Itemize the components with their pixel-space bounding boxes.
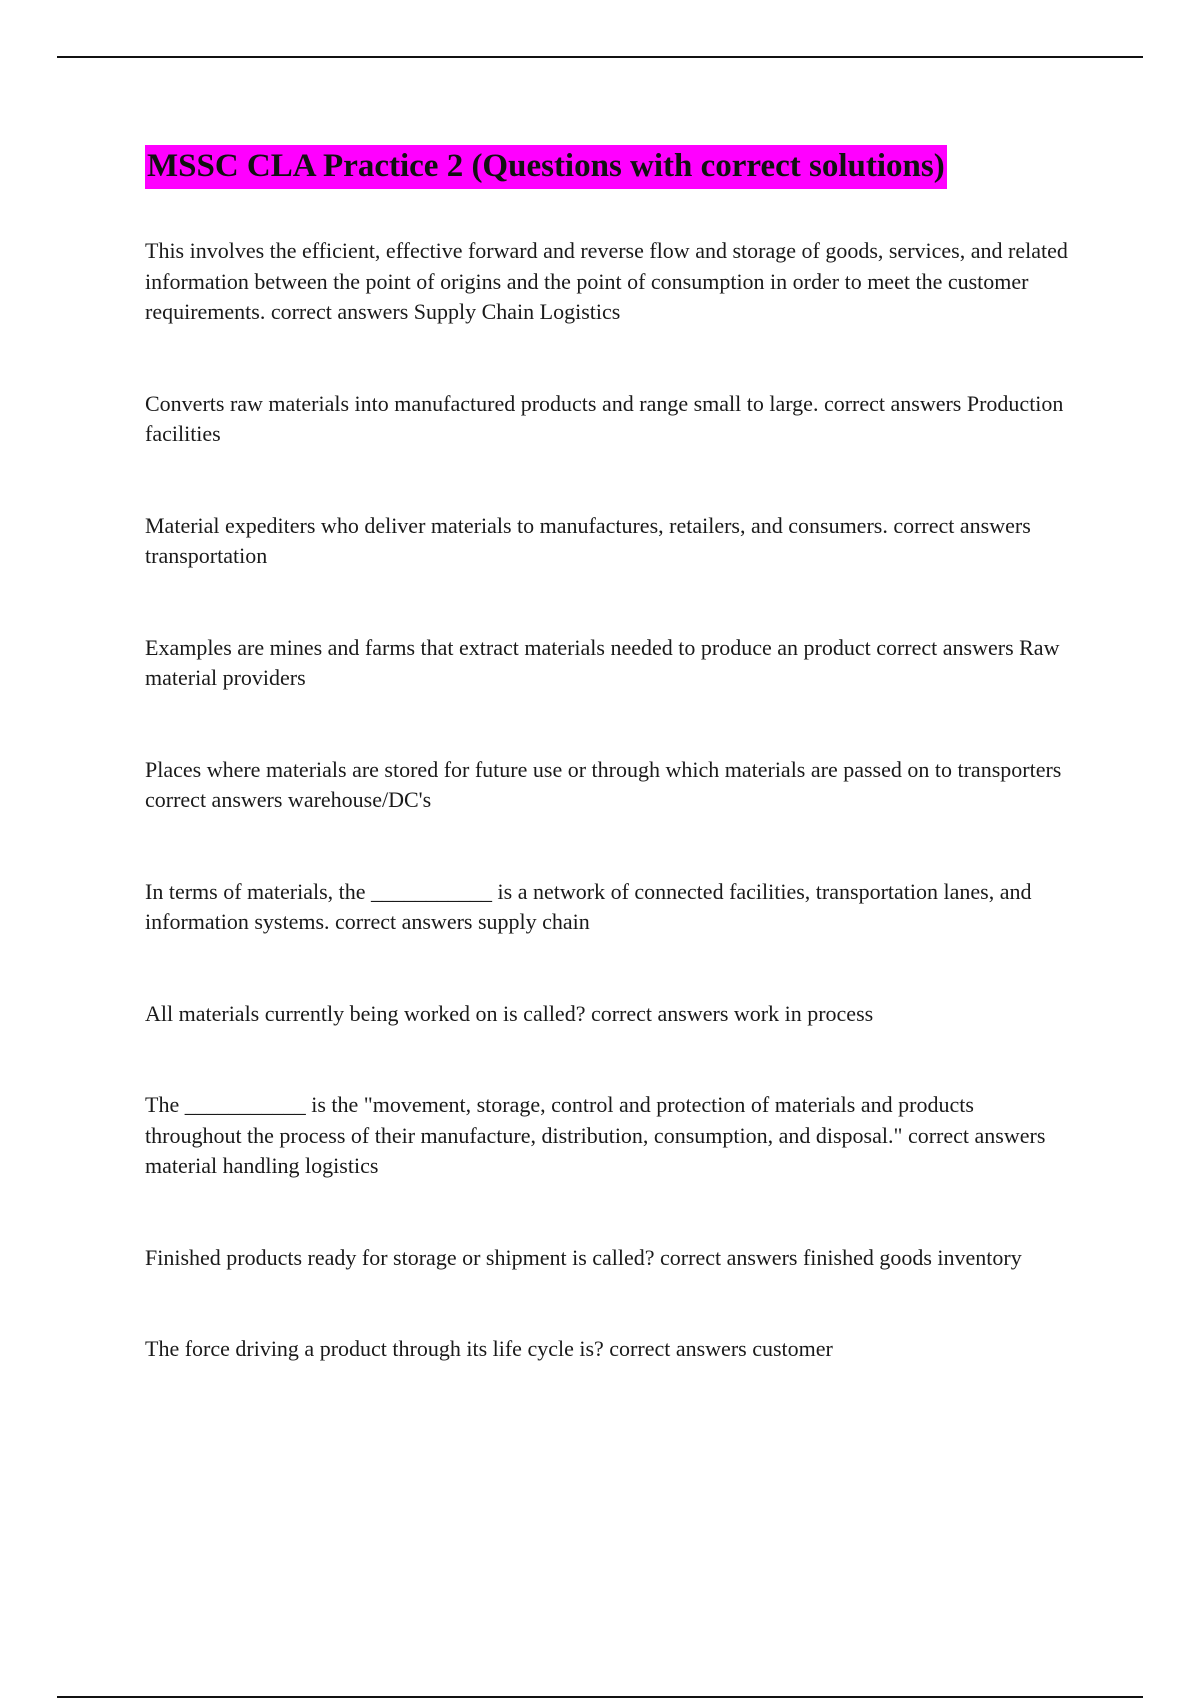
- qa-item: Material expediters who deliver materials to manufactures, retailers, and consumers. correct answers transportation: [145, 512, 1031, 568]
- document-title: MSSC CLA Practice 2 (Questions with correct solutions): [145, 145, 947, 189]
- qa-item: The ___________ is the "movement, storage, control and protection of materials and products throughout the process of their manufacture, distribution, consumption, and disposal." correct answers material handling logistics: [145, 1092, 1046, 1178]
- footer-rule: [57, 1696, 1143, 1698]
- header-rule: [57, 56, 1143, 58]
- qa-item: Places where materials are stored for future use or through which materials are passed on to transporters correct answers warehouse/DC's: [145, 756, 1062, 812]
- qa-item: All materials currently being worked on is called? correct answers work in process: [145, 1000, 874, 1026]
- qa-item: Finished products ready for storage or shipment is called? correct answers finished goods inventory: [145, 1244, 1022, 1270]
- qa-item: In terms of materials, the ___________ is a network of connected facilities, transportation lanes, and information systems. correct answers supply chain: [145, 878, 1032, 934]
- qa-list: [145, 236, 1075, 1365]
- qa-item: This involves the efficient, effective forward and reverse flow and storage of goods, services, and related information between the point of origins and the point of consumption in order to meet the customer requirements. correct answers Supply Chain Logistics: [145, 238, 1068, 324]
- qa-item: The force driving a product through its life cycle is? correct answers customer: [145, 1336, 833, 1361]
- qa-item: Converts raw materials into manufactured products and range small to large. correct answers Production facilities: [145, 390, 1064, 446]
- qa-item: Examples are mines and farms that extract materials needed to produce an product correct answers Raw material providers: [145, 634, 1060, 690]
- document-body: [145, 145, 1075, 1365]
